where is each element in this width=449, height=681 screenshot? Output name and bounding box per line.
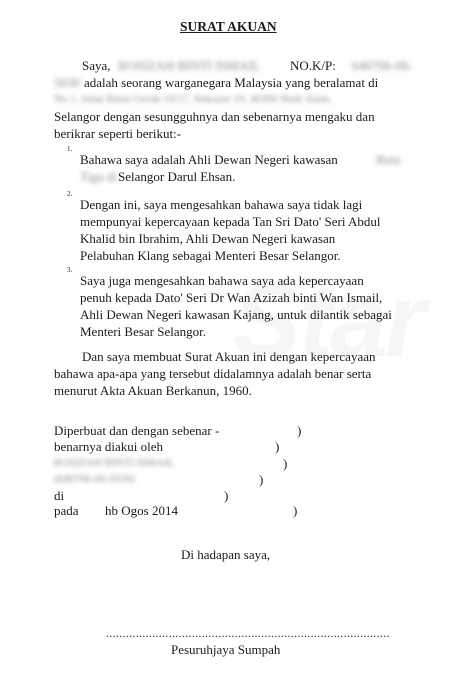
item-2-line-4: Pelabuhan Klang sebagai Menteri Besar Selangor. [80,248,341,263]
item-1-place-redacted-1: Batu [376,152,401,167]
item-2-line-2: mempunyai kepercayaan kepada Tan Sri Dato' Seri Abdul [80,214,381,229]
signing-pada: pada [54,503,79,518]
item-number-3: 3. [67,266,73,274]
paren-5: ) [224,488,229,503]
intro-name-redacted: ROSIZAH BINTI ISMAIL [118,58,261,73]
paren-2: ) [275,439,280,454]
intro-ic-redacted-2: 5030 [54,75,80,90]
item-2-line-3: Khalid bin Ibrahim, Ahli Dewan Negeri kawasan [80,231,336,246]
paren-3: ) [283,456,288,471]
document-title: SURAT AKUAN [180,19,277,34]
item-1-line-1: Bahawa saya adalah Ahli Dewan Negeri kawasan [80,152,338,167]
paren-6: ) [293,503,298,518]
item-3-line-2: penuh kepada Dato' Seri Dr Wan Azizah binti Wan Ismail, [80,290,383,305]
intro-address-redacted: No 1, Jalan Batas Gerah 19/27, Seksyen 19, 40300 Shah Alam, [54,93,332,105]
intro-line-4: Selangor dengan sesungguhnya dan sebenarnya mengaku dan [54,109,375,124]
signing-line-1: Diperbuat dan dengan sebenar - [54,423,220,438]
intro-line-2: adalah seorang warganegara Malaysia yang beralamat di [84,75,379,90]
closing-line-3: menurut Akta Akuan Berkanun, 1960. [54,383,252,398]
paren-4: ) [259,472,264,487]
signer-ic-redacted: (640706-06-5030) [54,473,135,485]
intro-saya: Saya, [82,58,111,73]
item-number-2: 2. [67,190,73,198]
item-1-line-2: Selangor Darul Ehsan. [118,169,236,184]
signing-di: di [54,488,65,503]
witness-before: Di hadapan saya, [181,547,271,562]
paren-1: ) [297,423,302,438]
item-2-line-1: Dengan ini, saya mengesahkan bahawa saya tidak lagi [80,197,363,212]
signature-line: ...................................................................................... [106,626,390,640]
item-3-line-3: Ahli Dewan Negeri kawasan Kajang, untuk dilantik sebagai [80,307,392,322]
witness-role: Pesuruhjaya Sumpah [171,642,281,657]
intro-line-5: berikrar seperti berikut:- [54,126,182,141]
closing-line-1: Dan saya membuat Surat Akuan ini dengan kepercayaan [82,349,376,364]
signing-date: hb Ogos 2014 [105,503,178,518]
item-3-line-4: Menteri Besar Selangor. [80,324,206,339]
item-number-1: 1. [67,145,73,153]
signing-line-2: benarnya diakui oleh [54,439,164,454]
closing-line-2: bahawa apa-apa yang tersebut didalamnya adalah benar serta [54,366,372,381]
item-1-place-redacted-2: Tiga di [80,169,117,184]
intro-ic-redacted-1: 640706-06- [352,58,413,73]
intro-nokp: NO.K/P: [290,58,336,73]
signer-name-redacted: ROSIZAH BINTI ISMAIL [54,457,175,469]
item-3-line-1: Saya juga mengesahkan bahawa saya ada kepercayaan [80,273,364,288]
